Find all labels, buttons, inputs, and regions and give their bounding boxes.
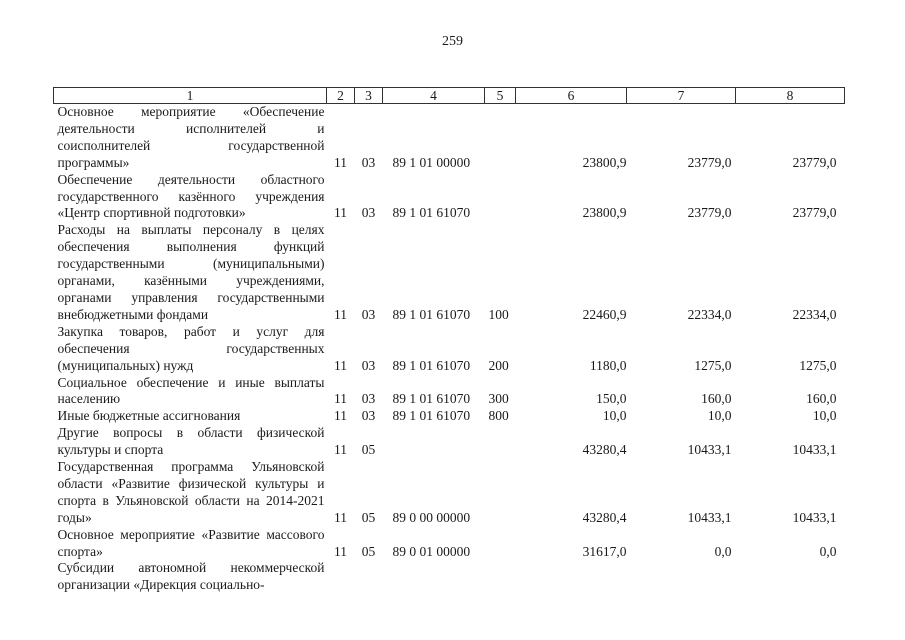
row-value-8: 0,0: [819, 543, 837, 559]
row-target-code: 89 0 01 00000: [392, 543, 471, 559]
row-value-7: 10433,1: [687, 442, 732, 458]
row-value-6: [516, 560, 627, 594]
row-subsection: 05: [361, 509, 376, 525]
row-target-code: [383, 560, 485, 594]
row-name: Обеспечение деятельности областного государственного казённого учреждения «Центр спортивной подготовки»: [57, 171, 325, 221]
row-expense-type: [485, 104, 516, 172]
row-target-code: 89 1 01 00000: [392, 154, 471, 170]
row-expense-type: [485, 425, 516, 459]
table-row: [54, 527, 845, 561]
row-value-8: 23779,0: [792, 154, 837, 170]
row-value-6: 31617,0: [582, 543, 627, 559]
row-value-6: 22460,9: [582, 306, 627, 322]
row-expense-type: 200: [488, 357, 509, 373]
row-expense-type: [485, 560, 516, 594]
row-section: 11: [334, 154, 347, 170]
row-value-6: 23800,9: [582, 205, 627, 221]
row-target-code: 89 1 01 61070: [392, 205, 471, 221]
row-value-7: 10433,1: [687, 509, 732, 525]
row-section: 11: [334, 509, 347, 525]
row-value-8: 10433,1: [792, 442, 837, 458]
row-subsection: 05: [361, 543, 376, 559]
row-subsection: 03: [361, 408, 376, 424]
row-section: 11: [334, 442, 347, 458]
row-value-7: 0,0: [714, 543, 732, 559]
row-value-7: 23779,0: [687, 205, 732, 221]
row-target-code: [383, 425, 485, 459]
column-header: 3: [355, 88, 383, 104]
row-name: Государственная программа Ульяновской области «Развитие физической культуры и спорта в Ульяновской области на 2014-2021 годы»: [57, 459, 325, 525]
row-name: Иные бюджетные ассигнования: [57, 408, 241, 424]
row-value-6: 43280,4: [582, 442, 627, 458]
row-target-code: 89 1 01 61070: [392, 306, 471, 322]
row-section: 11: [334, 306, 347, 322]
row-section: 11: [334, 543, 347, 559]
column-header: 8: [736, 88, 845, 104]
table-row: [54, 222, 845, 323]
row-subsection: 03: [361, 154, 376, 170]
row-name: Основное мероприятие «Обеспечение деятельности исполнителей и соисполнителей государственной программы»: [57, 104, 325, 170]
row-value-8: 160,0: [806, 391, 837, 407]
row-value-6: 1180,0: [589, 357, 627, 373]
row-target-code: 89 1 01 61070: [392, 357, 471, 373]
row-value-7: 1275,0: [694, 357, 732, 373]
row-expense-type: [485, 527, 516, 561]
row-value-8: 22334,0: [792, 306, 837, 322]
row-value-8: 23779,0: [792, 205, 837, 221]
row-value-7: 10,0: [707, 408, 732, 424]
row-name: Другие вопросы в области физической культуры и спорта: [57, 425, 325, 458]
row-value-8: [736, 560, 845, 594]
row-expense-type: [485, 459, 516, 527]
column-header: 7: [627, 88, 736, 104]
row-section: 11: [334, 357, 347, 373]
row-target-code: 89 1 01 61070: [392, 408, 471, 424]
table-row: [54, 104, 845, 172]
table-row: [54, 459, 845, 527]
row-section: 11: [334, 391, 347, 407]
table-row: [54, 172, 845, 223]
row-value-8: 10433,1: [792, 509, 837, 525]
row-value-7: [627, 560, 736, 594]
row-value-6: 10,0: [602, 408, 627, 424]
row-subsection: 03: [361, 357, 376, 373]
row-subsection: 03: [361, 391, 376, 407]
row-value-7: 160,0: [701, 391, 732, 407]
row-target-code: 89 0 00 00000: [392, 509, 471, 525]
column-header: 1: [54, 88, 327, 104]
row-section: [327, 560, 355, 594]
table-row: [54, 560, 845, 594]
row-value-8: 1275,0: [799, 357, 837, 373]
column-header: 5: [485, 88, 516, 104]
row-subsection: 05: [361, 442, 376, 458]
row-value-6: 150,0: [596, 391, 627, 407]
row-subsection: 03: [361, 306, 376, 322]
table-header-row: [54, 88, 845, 104]
row-value-7: 23779,0: [687, 154, 732, 170]
row-name: Расходы на выплаты персоналу в целях обеспечения выполнения функций государственными (муниципальными) органами, казёнными учреждениями, органами управления государственными внебюджетными фондами: [57, 222, 325, 322]
row-expense-type: 800: [488, 408, 509, 424]
row-value-7: 22334,0: [687, 306, 732, 322]
row-expense-type: 300: [488, 391, 509, 407]
row-expense-type: [485, 172, 516, 223]
row-section: 11: [334, 205, 347, 221]
column-header: 6: [516, 88, 627, 104]
column-header: 4: [383, 88, 485, 104]
row-name: Закупка товаров, работ и услуг для обеспечения государственных (муниципальных) нужд: [57, 323, 325, 373]
row-expense-type: 100: [488, 306, 509, 322]
page-number: 259: [442, 34, 463, 49]
table-row: [54, 375, 845, 409]
row-subsection: 03: [361, 205, 376, 221]
budget-table: [53, 87, 845, 594]
row-subsection: [355, 560, 383, 594]
row-value-8: 10,0: [812, 408, 837, 424]
row-name: Основное мероприятие «Развитие массового спорта»: [57, 526, 325, 559]
column-header: 2: [327, 88, 355, 104]
row-name: Социальное обеспечение и иные выплаты населению: [57, 374, 325, 407]
row-name: Субсидии автономной некоммерческой организации «Дирекция социально-: [57, 560, 325, 593]
row-section: 11: [334, 408, 347, 424]
table-row: [54, 408, 845, 425]
table-row: [54, 425, 845, 459]
row-value-6: 23800,9: [582, 154, 627, 170]
row-value-6: 43280,4: [582, 509, 627, 525]
row-target-code: 89 1 01 61070: [392, 391, 471, 407]
table-row: [54, 324, 845, 375]
